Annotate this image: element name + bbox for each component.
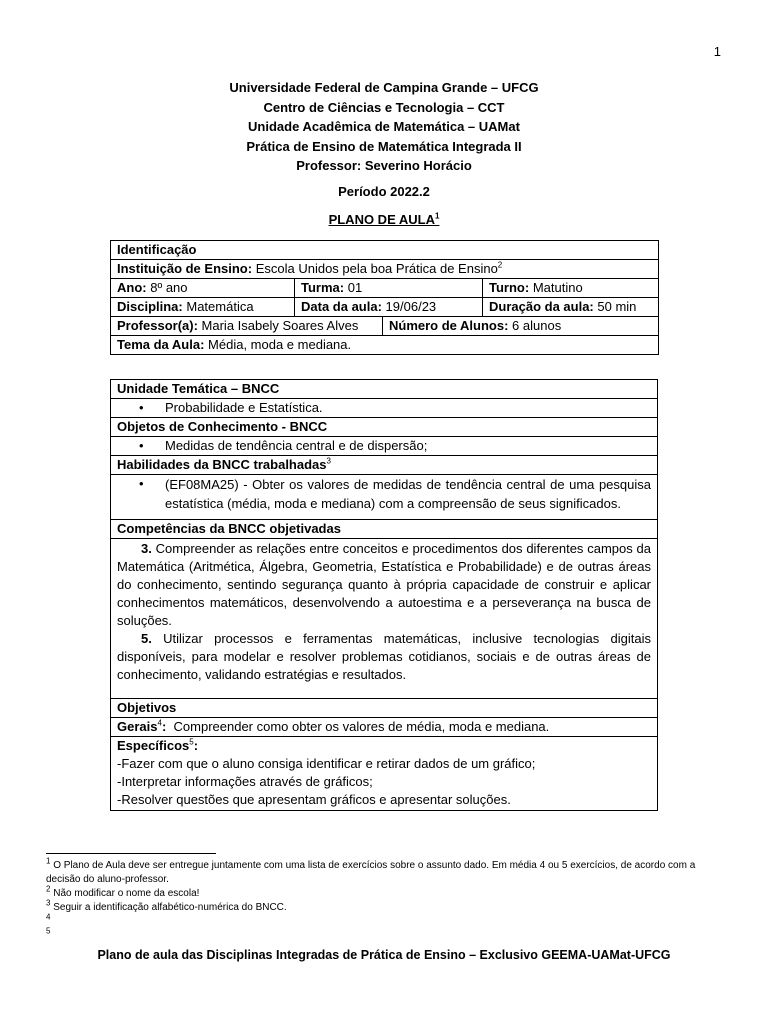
footnote-1: $^1$ O Plano de Aula deve ser entregue juntamente com uma lista de exercícios sobre o assunto dado. Em média 4 ou 5 exercícios, de acordo com a decisão do aluno-professor. [46, 856, 696, 885]
thematic-unit-heading: Unidade Temática – BNCC [111, 380, 658, 399]
header-unit: Unidade Acadêmica de Matemática – UAMat [248, 119, 520, 134]
specific-objective-item: -Resolver questões que apresentam gráficos e apresentar soluções. [117, 792, 511, 807]
competency-3: 3. Compreender as relações entre conceitos e procedimentos dos diferentes campos da Matemática (Aritmética, Álgebra, Geometria, Estatística e Probabilidade) e de outras áreas do conhecimento, sentindo segurança quanto à própria capacidade de construir e aplicar conhecimentos matemáticos, desenvolvendo a autoestima e a perseverança na busca de soluções. [117, 541, 651, 628]
skills-item: • (EF08MA25) - Obter os valores de medidas de tendência central de uma pesquisa estatística (média, moda e mediana) com a compreensão de seus significados. [111, 475, 658, 520]
topic-cell: Tema da Aula: Média, moda e mediana. [111, 336, 659, 355]
footnote-3: $^3$ Seguir a identificação alfabético-numérica do BNCC. [46, 898, 287, 913]
bullet-icon: • [139, 476, 144, 491]
institution-cell: Instituição de Ensino: Escola Unidos pela boa Prática de Ensino$^2$ [111, 260, 659, 279]
competency-5: 5. Utilizar processos e ferramentas matemáticas, inclusive tecnologias digitais disponíveis, para modelar e resolver problemas cotidianos, sociais e de outras áreas de conhecimento, validando estratégias e resultados. [117, 631, 651, 682]
document-header [0, 78, 768, 176]
competencies-heading: Competências da BNCC objetivadas [111, 520, 658, 539]
teacher-cell: Professor(a): Maria Isabely Soares Alves [111, 317, 383, 336]
header-center: Centro de Ciências e Tecnologia – CCT [263, 99, 505, 115]
specific-objective-item: -Fazer com que o aluno consiga identificar e retirar dados de um gráfico; [117, 756, 536, 771]
objectives-heading: Objetivos [111, 699, 658, 718]
shift-cell: Turno: Matutino [483, 279, 659, 298]
class-cell: Turma: 01 [295, 279, 483, 298]
specific-objective-item: -Interpretar informações através de gráficos; [117, 774, 373, 789]
plan-title [0, 212, 768, 227]
duration-cell: Duração da aula: 50 min [483, 298, 659, 317]
page-footer: Plano de aula das Disciplinas Integradas de Prática de Ensino – Exclusivo GEEMA-UAMat-UFCG [97, 948, 671, 962]
specific-objectives: Específicos$^5$: -Fazer com que o aluno consiga identificar e retirar dados de um gráfico; -Interpretar informações através de gráficos; -Resolver questões que apresentam gráficos e apresentar soluções. [111, 737, 658, 811]
year-cell: Ano: 8º ano [111, 279, 295, 298]
students-cell: Número de Alunos: 6 alunos [383, 317, 659, 336]
footnote-separator [46, 853, 216, 854]
footnote-4: 4 [46, 912, 51, 922]
footnotes [46, 856, 726, 943]
institution-value: Escola Unidos pela boa Prática de Ensino [255, 261, 498, 276]
header-professor: Professor: Severino Horácio [296, 158, 472, 173]
bullet-icon: • [139, 400, 144, 415]
skills-heading: Habilidades da BNCC trabalhadas$^3$ [111, 456, 658, 475]
thematic-unit-item: • Probabilidade e Estatística. [111, 399, 658, 418]
identification-table [110, 240, 659, 355]
bullet-icon: • [139, 438, 144, 453]
bncc-table [110, 379, 658, 811]
header-course: Prática de Ensino de Matemática Integrada II [246, 138, 522, 154]
date-cell: Data da aula: 19/06/23 [295, 298, 483, 317]
page-number: 1 [713, 44, 721, 59]
identification-heading: Identificação [111, 241, 659, 260]
knowledge-objects-heading: Objetos de Conhecimento - BNCC [111, 418, 658, 437]
footnote-5: 5 [46, 926, 51, 936]
header-university: Universidade Federal de Campina Grande – UFCG [229, 80, 539, 95]
footnote-2: $^2$ Não modificar o nome da escola! [46, 884, 200, 899]
knowledge-objects-item: • Medidas de tendência central e de dispersão; [111, 437, 658, 456]
general-objective: Gerais$^4$: Compreender como obter os valores de média, moda e mediana. [111, 718, 658, 737]
competencies-content [111, 539, 658, 699]
plan-title-footnote-ref: 1 [434, 211, 440, 221]
plan-title-text: PLANO DE AULA [328, 212, 435, 227]
subject-cell: Disciplina: Matemática [111, 298, 295, 317]
period: Período 2022.2 [338, 184, 430, 199]
